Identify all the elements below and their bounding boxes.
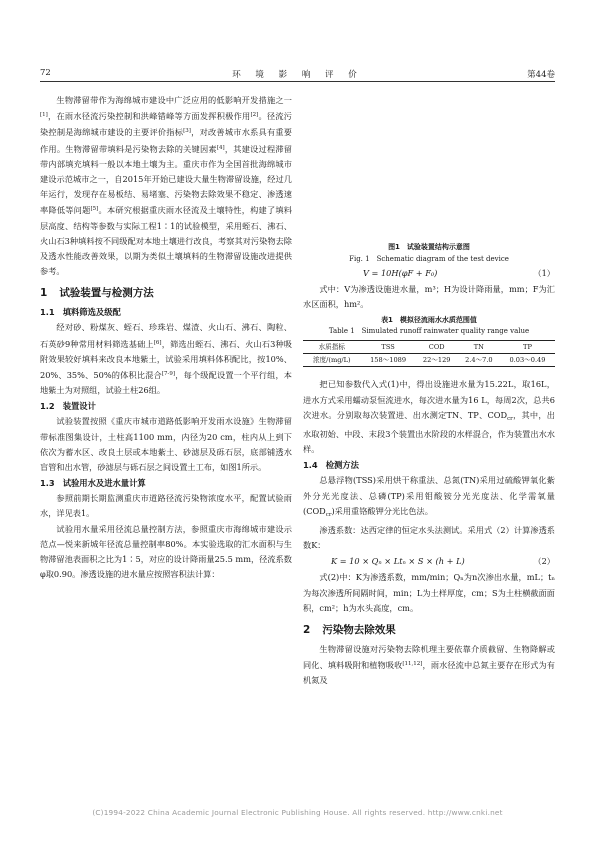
equation-1-explanation: 式中：V为渗透设施进水量，m³；H为设计降雨量，mm；F为汇水区面积，hm²。 [303,284,555,310]
paragraph-1-4-b: 渗透系数：达西定律的恒定水头法测试。采用式（2）计算渗透系数K： [303,525,555,551]
citation[interactable]: [1] [40,112,48,119]
table-header-cell: TN [473,343,484,352]
table-1-caption-en: Table 1 Simulated runoff rainwater quality range value [328,327,530,336]
figure-1-caption-zh: 图1 试验装置结构示意图 [388,243,470,251]
subsection-heading-1-3: 1.3 试验用水及进水量计算 [40,478,146,489]
page-number: 72 [40,68,51,78]
paragraph-1-3-a: 参照前期长期监测重庆市道路径流污染物浓度水平，配置试验雨水，详见表1。 [40,493,292,519]
journal-title: 环 境 影 响 评 价 [232,70,363,80]
paragraph-1-4-a: 总悬浮物(TSS)采用烘干称重法、总氮(TN)采用过硫酸钾氧化紫外分光光度法、总磷(TP)采用钼酸铵分光光度法、化学需氧量$(COD_{cr})$采用重铬酸钾分光比色法。 [303,475,555,518]
copyright-footer: (C)1994-2022 China Academic Journal Electronic Publishing House. All rights reserved. http://www.cnki.net [92,808,503,817]
section-heading-1: 1 试验装置与检测方法 [40,287,154,300]
table-cell: 2.4～7.0 [465,356,493,365]
equation-2-explanation: 式(2)中：K为渗透系数，mm/min；Qₙ为n次渗出水量，mL；tₙ为每次渗透所间隔时间，min；L为土样厚度，cm；S为土柱横截面面积，cm²；h为水头高度，cm。 [303,572,555,613]
subsection-heading-1-2: 1.2 装置设计 [40,401,96,412]
citation[interactable]: [6] [153,339,162,346]
citation[interactable]: [3] [183,128,191,135]
paragraph-1-3-b: 试验用水量采用径流总量控制方法，参照重庆市海绵城市建设示范点—悦来新城年径流总量控制率80%。本实验选取的汇水面积与生物滞留池表面积之比为1∶5，对应的设计降雨量25.5 mm，径流系数φ取0.90。渗透设施的进水量应按照容积法计算： [40,523,292,580]
table-header-cell: TSS [381,343,395,352]
left-column [40,93,292,582]
citation[interactable]: [11,12] [402,661,423,668]
table-cell: 浓度/(mg/L) [312,356,351,365]
subsection-heading-1-4: 1.4 检测方法 [303,460,359,471]
table-row [303,354,555,367]
right-column [303,93,555,689]
table-header-cell: 水质指标 [318,343,345,352]
table-cell: 0.03～0.49 [509,356,546,365]
equation-1: V = 10H(φF + F₀) （1） [363,268,555,278]
table-header-cell: TP [523,343,532,352]
figure-1-caption-en: Fig. 1 Schematic diagram of the test device [349,255,509,263]
paragraph-2: 生物滞留设施对污染物去除机理主要依靠介质截留、生物降解或同化、填料吸附和植物吸收[11,12]，雨水径流中总氮主要存在形式为有机氮及 [303,644,555,686]
table-header-row [303,341,555,354]
table-cell: 158～1089 [370,356,407,365]
table-1 [303,340,555,367]
paragraph-1-1: 经对砂、粉煤灰、蛭石、珍珠岩、煤渣、火山石、沸石、陶粒、石英砂9种常用材料筛选基础上[6]，筛选出蛭石、沸石、火山石3种吸附效果较好填料来改良本地紫土，试验采用填料体积配比，按10%、20%、35%、50%的体积比混合[7-9]，每个级配设置一个平行组，本地紫土为对照组，试验土柱26组。 [40,322,292,396]
section-heading-2: 2 污染物去除效果 [303,624,396,637]
header-rule [40,81,555,82]
table-header-cell: COD [428,343,445,352]
equation-2: K = 10 × Qₙ × Ltₙ × S × (h + L) （2） [331,556,555,567]
figure-1-area [303,93,555,241]
intro-paragraph: 生物滞留带作为海绵城市建设中广泛应用的低影响开发措施之一[1]，在雨水径流污染控制和洪峰错峰等方面发挥积极作用[2]。径流污染控制是海绵城市建设的主要评价指标[3]，对改善城市水系具有重要作用。生物滞留带填料是污染物去除的关键因素[4]，其建设过程滞留带内部填充填料一般以本地土壤为主。重庆市作为全国首批海绵城市建设示范城市之一，自2015年开始已建设大量生物滞留设施，经过几年运行，发现存在易板结、易堵塞、污染物去除效果不稳定、渗透速率降低等问题[5]。本研究根据重庆雨水径流及土壤特性，构建了填料层高度、结构等参数与实际工程1∶1的试验模型，采用蛭石、沸石、火山石3种填料按不同级配对本地土壤进行改良，考察其对污染物去除及透水性能改善效果，以期为类似土壤填料的生物滞留设施改进提供参考。 [40,95,292,277]
table-cell: 22～129 [422,356,451,365]
subsection-heading-1-1: 1.1 填料筛选及级配 [40,307,121,318]
citation[interactable]: [7-9] [161,371,176,378]
volume-label: 第44卷 [527,70,555,80]
citation[interactable]: [4] [216,144,225,151]
citation[interactable]: [5] [90,206,99,213]
citation[interactable]: [2] [250,112,259,119]
table-1-caption-zh: 表1 模拟径流雨水水质范围值 [381,316,477,325]
paragraph-1-2: 试验装置按照《重庆市城市道路低影响开发雨水设施》生物滞留带标准图集设计，土柱高1100 mm，内径为20 cm，柱内从上到下依次为蓄水区、改良土层或本地紫土、砂滤层及砾石层，底部铺透水盲管和出水管，砂滤层与砾石层之间设置土工布，如图1所示。 [40,416,292,473]
paragraph-inflow: 把已知参数代入式(1)中，得出设施进水量为15.22L，取16L，进水方式采用蠕动泵恒流进水，每次进水量为16 L，每周2次，总共6次进水。分别取每次装置进、出水测定TN、TP、$COD_{cr}$，其中，出水取初始、中段、末段3个装置出水阶段的水样混合，作为装置出水水样。 [303,379,555,455]
